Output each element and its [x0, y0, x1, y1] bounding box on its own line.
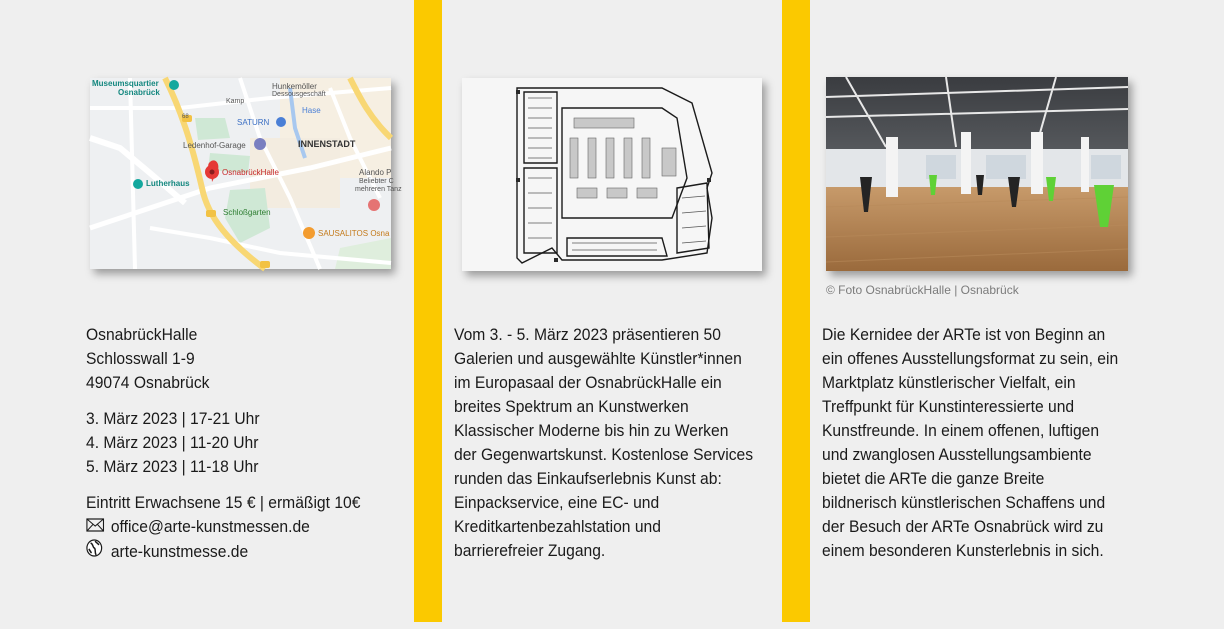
map-label: Dessousgeschäft: [272, 91, 326, 98]
text-line: und zwanglosen Ausstellungsambiente: [822, 445, 1092, 464]
email-row: [86, 515, 390, 539]
map-label: Hunkemöller: [272, 82, 317, 91]
map-label: Kamp: [226, 98, 245, 105]
concept-text: [822, 323, 1146, 563]
text-line: Klassischer Moderne bis hin zu Werken: [454, 421, 729, 440]
map-label: SAUSALITOS Osna: [318, 229, 390, 238]
text-line: ein offenes Ausstellungsformat zu sein, ein: [822, 349, 1119, 368]
text-line: Kunstfreunde. In einem offenen, luftigen: [822, 421, 1100, 440]
map-label: SATURN: [237, 118, 270, 127]
entry-price: Eintritt Erwachsene 15 € | ermäßigt 10€: [86, 493, 361, 512]
text-line: Kreditkartenbezahlstation und: [454, 517, 661, 536]
text-line: Treffpunkt für Kunstinteressierte und: [822, 397, 1075, 416]
text-line: breites Spektrum an Kunstwerken: [454, 397, 689, 416]
text-line: einem besonderen Kunsterlebnis in sich.: [822, 541, 1104, 560]
location-map[interactable]: [90, 78, 402, 269]
event-info: [86, 323, 390, 564]
description-text: [454, 323, 767, 563]
venue-name: OsnabrückHalle: [86, 325, 198, 344]
hall-photo-graphic: [826, 77, 1128, 271]
map-label: Osnabrück: [118, 88, 160, 97]
date-line: 3. März 2023 | 17-21 Uhr: [86, 409, 260, 428]
map-label: Ledenhof-Garage: [183, 141, 246, 150]
map-label: Hase: [302, 106, 321, 115]
text-line: bildnerisch künstlerischen Schaffens und: [822, 493, 1106, 512]
text-line: bietet die ARTe die ganze Breite: [822, 469, 1045, 488]
floor-plan-graphic: [462, 78, 762, 271]
text-line: der Besuch der ARTe Osnabrück wird zu: [822, 517, 1104, 536]
text-line: Die Kernidee der ARTe ist von Beginn an: [822, 325, 1106, 344]
venue-street: Schlosswall 1-9: [86, 349, 195, 368]
map-label: Beliebter C: [359, 178, 394, 185]
text-line: Marktplatz künstlerischer Vielfalt, ein: [822, 373, 1076, 392]
text-line: der Gegenwartskunst. Kostenlose Services: [454, 445, 754, 464]
yellow-divider: [782, 0, 810, 622]
photo-credit: © Foto OsnabrückHalle | Osnabrück: [826, 283, 1019, 297]
text-line: Einpackservice, eine EC- und: [454, 493, 660, 512]
hall-photo: [826, 77, 1128, 271]
text-line: Vom 3. - 5. März 2023 präsentieren 50: [454, 325, 721, 344]
map-label: Museumsquartier: [92, 79, 159, 88]
map-label: Lutherhaus: [146, 179, 190, 188]
website-row: [86, 539, 390, 564]
map-label: 68: [182, 114, 189, 120]
email-link[interactable]: office@arte-kunstmessen.de: [110, 517, 310, 536]
website-link[interactable]: arte-kunstmesse.de: [110, 541, 249, 561]
map-label: Alando P: [359, 168, 392, 177]
map-label: OsnabrückHalle: [222, 168, 279, 177]
text-line: barrierefreier Zugang.: [454, 541, 606, 560]
date-line: 5. März 2023 | 11-18 Uhr: [86, 457, 259, 476]
text-line: im Europasaal der OsnabrückHalle ein: [454, 373, 722, 392]
text-line: runden das Einkaufserlebnis Kunst ab:: [454, 469, 722, 488]
date-line: 4. März 2023 | 11-20 Uhr: [86, 433, 259, 452]
floor-plan: [462, 78, 762, 271]
yellow-divider: [414, 0, 442, 622]
envelope-icon: [86, 515, 104, 539]
map-label: mehreren Tanz: [355, 186, 402, 193]
text-line: Galerien und ausgewählte Künstler*innen: [454, 349, 742, 368]
map-label: Schloßgarten: [223, 208, 271, 217]
globe-icon: [86, 539, 104, 564]
map-label: INNENSTADT: [298, 139, 356, 149]
venue-city: 49074 Osnabrück: [86, 373, 210, 392]
